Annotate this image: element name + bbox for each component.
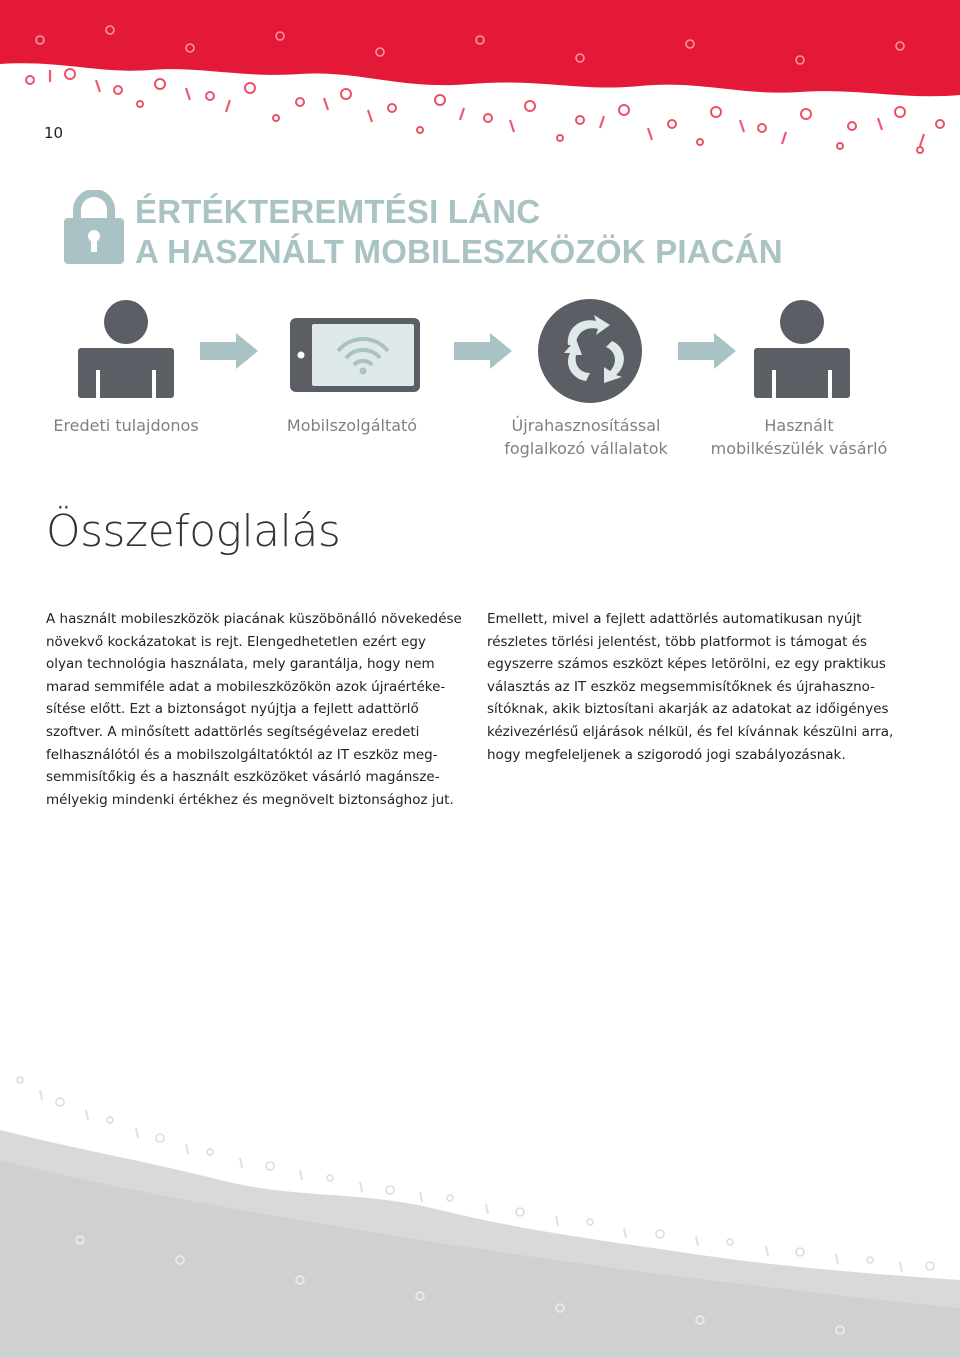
flow-label-line: Használt — [764, 416, 834, 435]
paragraph-line: választás az IT eszköz megsemmisítőknek és újrahaszno- — [487, 678, 876, 695]
paragraph-line: sítóknak, akik biztosítani akarják az adatokat az időigényes — [487, 701, 889, 718]
paragraph-line: egyszerre számos eszközt képes letörölni, ez egy praktikus — [487, 656, 886, 673]
person-icon — [754, 300, 850, 398]
paragraph-line: A használt mobileszközök piacának küszöbönálló növekedése — [46, 611, 462, 627]
arrow-right-icon — [200, 333, 258, 369]
paragraph-line: sítése előtt. Ezt a biztonságot nyújtja a fejlett adattörlő — [46, 701, 419, 718]
flow-label-recycling-companies — [486, 414, 686, 460]
recycle-icon — [538, 299, 642, 403]
flow-label-line: Újrahasznosítással — [511, 416, 661, 435]
flow-label-original-owner — [36, 414, 216, 437]
summary-right-column — [487, 608, 907, 766]
flow-label-mobile-operator — [266, 414, 438, 437]
flow-label-line: foglalkozó vállalatok — [504, 439, 668, 458]
arrow-right-icon — [678, 333, 736, 369]
arrow-right-icon — [454, 333, 512, 369]
tablet-wifi-icon — [290, 318, 420, 392]
page-number: 10 — [44, 124, 64, 142]
summary-left-column — [46, 608, 466, 811]
flow-label-used-device-buyer — [694, 414, 904, 460]
paragraph-line: mélyekig mindenki értékhez és megnövelt biztonsághoz jut. — [46, 791, 454, 808]
person-icon — [78, 300, 174, 398]
header-binary-pattern — [0, 0, 960, 160]
heading-line-1: ÉRTÉKTEREMTÉSI LÁNC — [135, 193, 541, 230]
paragraph-line: marad semmiféle adat a mobileszközökön azok újraértéke- — [46, 678, 446, 695]
paragraph-line: hogy megfeleljenek a szigorodó jogi szabályozásnak. — [487, 746, 846, 763]
section-title: Összefoglalás — [46, 506, 341, 557]
paragraph-line: növekvő kockázatokat is rejt. Elengedhetetlen ezért egy — [46, 633, 426, 650]
paragraph-line: Emellett, mivel a fejlett adattörlés automatikusan nyújt — [487, 611, 862, 627]
paragraph-line: kézivezérlésű eljárások nélkül, és fel kívánnak készülni arra, — [487, 723, 894, 740]
paragraph-line: szoftver. A minősített adattörlés segítségévelaz eredeti — [46, 723, 420, 740]
padlock-icon — [64, 190, 124, 266]
heading-line-2: A HASZNÁLT MOBILESZKÖZÖK PIACÁN — [135, 233, 783, 270]
flow-label-line: Mobilszolgáltató — [286, 416, 418, 435]
paragraph-line: semmisítőkig és a használt eszközöket vásárló magánsze- — [46, 769, 440, 786]
flow-label-line: mobilkészülék vásárló — [710, 439, 888, 458]
flow-label-line: Eredeti tulajdonos — [53, 416, 199, 435]
page-heading — [135, 192, 783, 272]
paragraph-line: felhasználótól és a mobilszolgáltatóktól az IT eszköz meg- — [46, 746, 438, 763]
footer-binary-pattern — [0, 1040, 960, 1358]
paragraph-line: olyan technológia használata, mely garantálja, hogy nem — [46, 656, 435, 673]
paragraph-line: részletes törlési jelentést, több platformot is támogat és — [487, 633, 868, 650]
